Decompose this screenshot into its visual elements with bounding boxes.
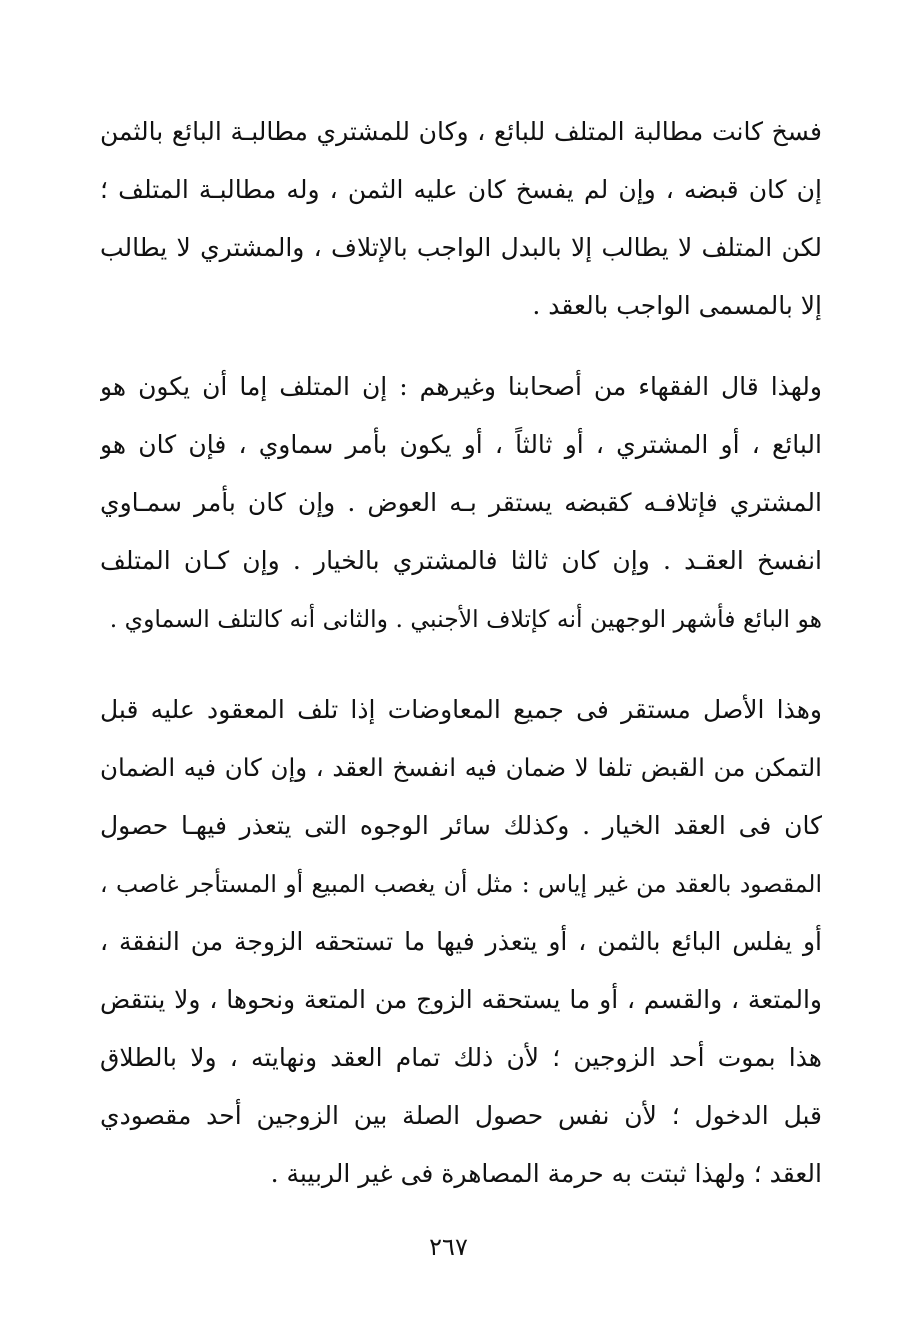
paragraph-3 — [100, 681, 822, 1203]
text-line: قبل الدخول ؛ لأن نفس حصول الصلة بين الزوجين أحد مقصودي — [100, 1101, 822, 1130]
text-line: كان فى العقد الخيار . وكذلك سائر الوجوه التى يتعذر فيهـا حصول — [100, 811, 822, 840]
text-line: لكن المتلف لا يطالب إلا بالبدل الواجب بالإتلاف ، والمشتري لا يطالب — [100, 233, 822, 262]
page-number: ٢٦٧ — [429, 1233, 468, 1261]
text-line: هو البائع فأشهر الوجهين أنه كإتلاف الأجنبي . والثانى أنه كالتلف السماوي . — [109, 605, 822, 633]
text-line: والمتعة ، والقسم ، أو ما يستحقه الزوج من المتعة ونحوها ، ولا ينتقض — [100, 985, 822, 1014]
text-line: البائع ، أو المشتري ، أو ثالثاً ، أو يكون بأمر سماوي ، فإن كان هو — [100, 430, 822, 459]
text-line: المقصود بالعقد من غير إياس : مثل أن يغصب المبيع أو المستأجر غاصب ، — [100, 870, 822, 898]
text-line: المشتري فإتلافـه كقبضه يستقر بـه العوض . وإن كان بأمر سمـاوي — [100, 488, 822, 517]
text-line: هذا بموت أحد الزوجين ؛ لأن ذلك تمام العقد ونهايته ، ولا بالطلاق — [100, 1043, 822, 1072]
text-line: أو يفلس البائع بالثمن ، أو يتعذر فيها ما تستحقه الزوجة من النفقة ، — [100, 927, 822, 956]
text-line: فسخ كانت مطالبة المتلف للبائع ، وكان للمشتري مطالبـة البائع بالثمن — [100, 117, 822, 146]
text-line: إن كان قبضه ، وإن لم يفسخ كان عليه الثمن ، وله مطالبـة المتلف ؛ — [100, 175, 822, 204]
text-line: انفسخ العقـد . وإن كان ثالثا فالمشتري بالخيار . وإن كـان المتلف — [100, 546, 822, 575]
text-line: ولهذا قال الفقهاء من أصحابنا وغيرهم : إن المتلف إما أن يكون هو — [100, 372, 822, 401]
text-line: وهذا الأصل مستقر فى جميع المعاوضات إذا تلف المعقود عليه قبل — [100, 695, 822, 724]
paragraph-1 — [100, 103, 822, 335]
text-line: التمكن من القبض تلفا لا ضمان فيه انفسخ العقد ، وإن كان فيه الضمان — [100, 753, 822, 782]
paragraph-2 — [100, 358, 822, 648]
text-line: إلا بالمسمى الواجب بالعقد . — [532, 291, 822, 320]
text-line: العقد ؛ ولهذا ثبتت به حرمة المصاهرة فى غير الربيبة . — [270, 1159, 822, 1188]
